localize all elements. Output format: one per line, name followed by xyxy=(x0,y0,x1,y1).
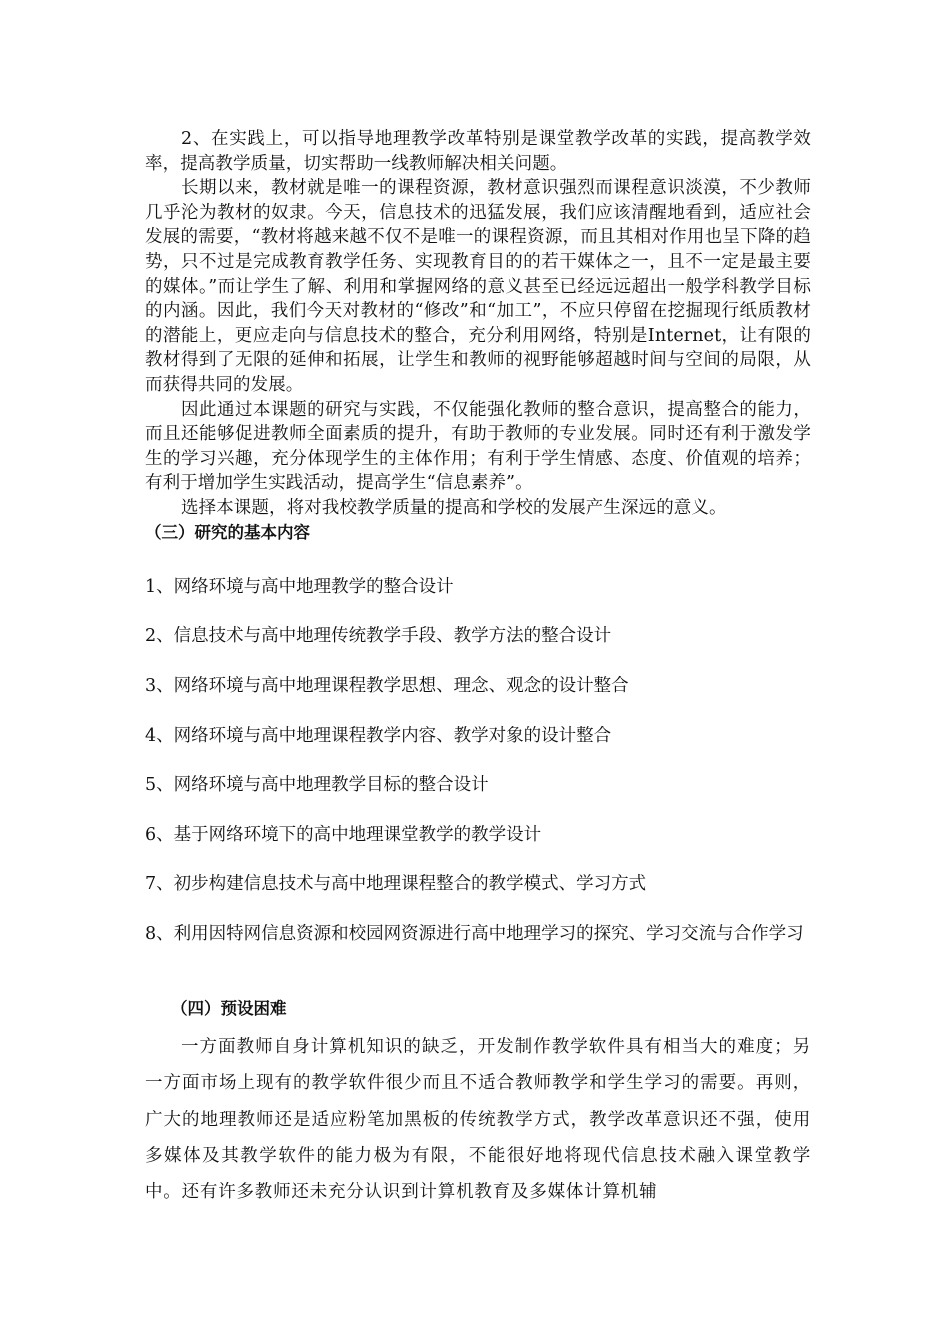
research-item-4: 4、网络环境与高中地理课程教学内容、教学对象的设计整合 xyxy=(145,726,612,746)
research-item-8: 8、利用因特网信息资源和校园网资源进行高中地理学习的探究、学习交流与合作学习 xyxy=(145,924,804,944)
research-item-1: 1、网络环境与高中地理教学的整合设计 xyxy=(145,577,454,597)
research-item-2: 2、信息技术与高中地理传统教学手段、教学方法的整合设计 xyxy=(145,626,612,646)
section-heading-research-content: （三）研究的基本内容 xyxy=(145,522,310,542)
research-item-3: 3、网络环境与高中地理课程教学思想、理念、观念的设计整合 xyxy=(145,676,629,696)
research-item-6: 6、基于网络环境下的高中地理课堂教学的教学设计 xyxy=(145,825,542,845)
paragraph-textbook-resources: 长期以来，教材就是唯一的课程资源，教材意识强烈而课程意识淡漠，不少教师几乎沦为教材的奴隶。今天，信息技术的迅猛发展，我们应该清醒地看到，适应社会发展的需要，“教材将越来越不仅不是唯一的课程资源，而且其相对作用也呈下降的趋势，只不过是完成教育教学任务、实现教育目的的若干媒体之一，且不一定是最主要的媒体。”而让学生了解、利用和掌握网络的意义甚至已经远远超出一般学科教学目标的内涵。因此，我们今天对教材的“修改”和“加工”，不应只停留在挖掘现行纸质教材的潜能上，更应走向与信息技术的整合，充分利用网络，特别是Internet，让有限的教材得到了无限的延伸和拓展，让学生和教师的视野能够超越时间与空间的局限，从而获得共同的发展。 xyxy=(145,178,811,395)
research-item-7: 7、初步构建信息技术与高中地理课程整合的教学模式、学习方式 xyxy=(145,874,647,894)
paragraph-teacher-development: 因此通过本课题的研究与实践，不仅能强化教师的整合意识，提高整合的能力，而且还能够促进教师全面素质的提升，有助于教师的专业发展。同时还有利于激发学生的学习兴趣，充分体现学生的主体作用；有利于学生情感、态度、价值观的培养；有利于增加学生实践活动，提高学生“信息素养”。 xyxy=(145,399,811,494)
paragraph-practice-significance: 2、在实践上，可以指导地理教学改革特别是课堂教学改革的实践，提高教学效率，提高教学质量，切实帮助一线教师解决相关问题。 xyxy=(145,129,811,174)
paragraph-topic-significance: 选择本课题，将对我校教学质量的提高和学校的发展产生深远的意义。 xyxy=(181,497,727,518)
section-heading-expected-difficulties: （四）预设困难 xyxy=(171,999,287,1018)
intro-section xyxy=(145,127,811,545)
difficulties-section xyxy=(145,1029,811,1210)
research-item-5: 5、网络环境与高中地理教学目标的整合设计 xyxy=(145,775,489,795)
paragraph-difficulties: 一方面教师自身计算机知识的缺乏，开发制作教学软件具有相当大的难度；另一方面市场上现有的教学软件很少而且不适合教师教学和学生学习的需要。再则，广大的地理教师还是适应粉笔加黑板的传统教学方式，教学改革意识还不强，使用多媒体及其教学软件的能力极为有限，不能很好地将现代信息技术融入课堂教学中。还有许多教师还未充分认识到计算机教育及多媒体计算机辅 xyxy=(145,1037,811,1203)
